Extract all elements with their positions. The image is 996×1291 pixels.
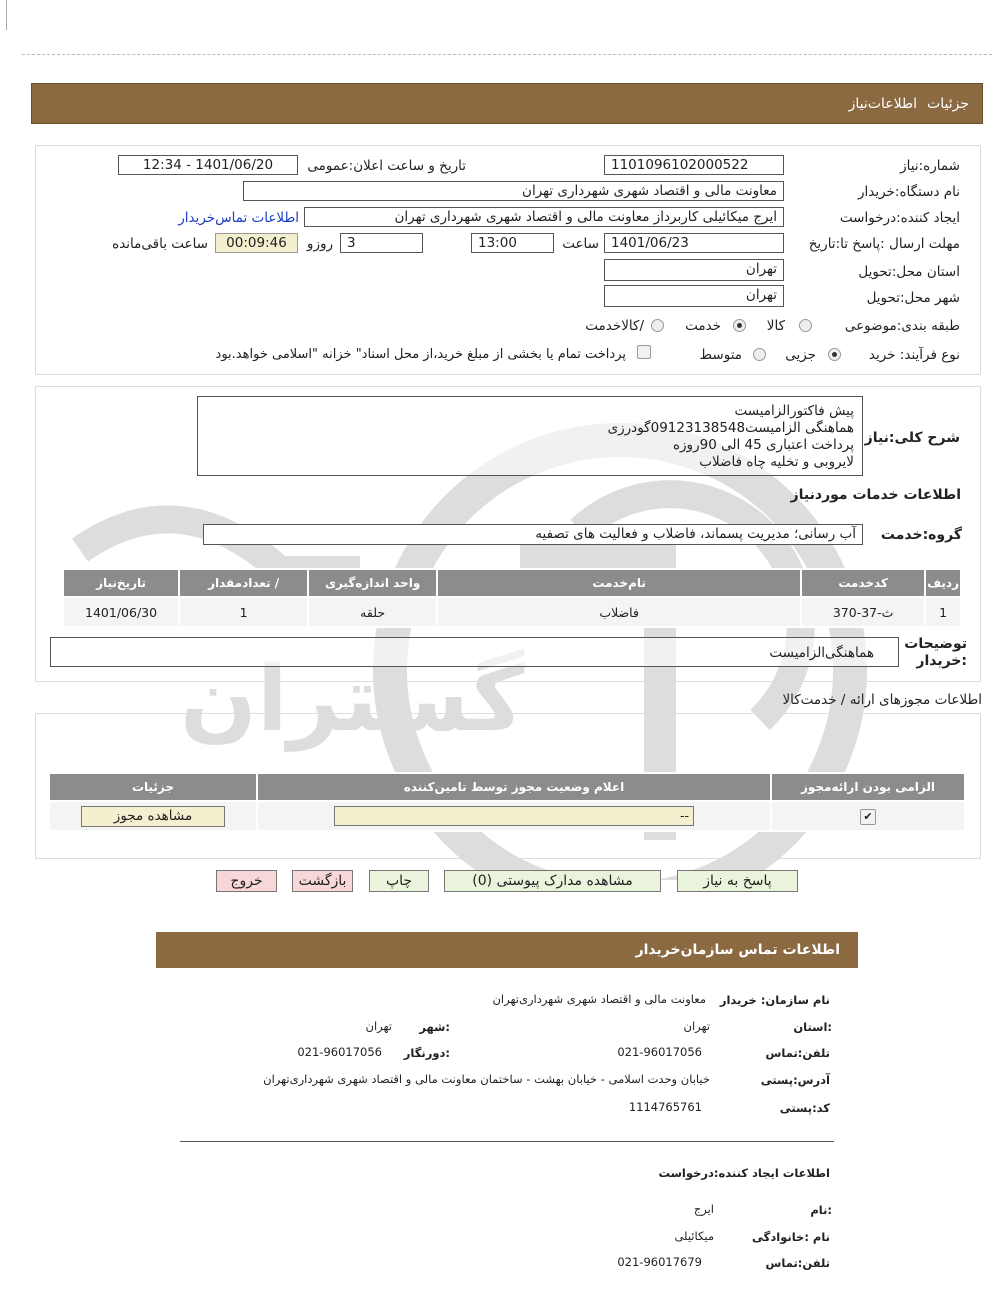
reply-button[interactable]: پاسخ به نیاز [677, 870, 798, 892]
category-option-service: خدمت [685, 318, 721, 334]
contact-city-value: تهران [365, 1019, 392, 1033]
contact-fax-value: 021-96017056 [297, 1045, 382, 1059]
description-label: شرح کلی:نیاز [864, 430, 960, 446]
cell-permit-required [771, 801, 965, 831]
deadline-time-field: 13:00 [471, 233, 554, 253]
buyer-org-label: نام دستگاه:خریدار [857, 184, 960, 200]
col-permit-status: اعلام وضعیت مجوز توسط تامین‌کننده [257, 773, 771, 801]
service-group-field: آب رسانی؛ مدیریت پسماند، فاضلاب و فعالیت های تصفیه [203, 524, 863, 545]
category-option-goods: کالا [766, 318, 785, 334]
cell-permit-details [49, 801, 257, 831]
category-radio-service[interactable] [733, 319, 746, 332]
province-label: استان محل:تحویل [858, 264, 960, 280]
exit-button[interactable]: خروج [216, 870, 277, 892]
contact-divider [180, 1141, 834, 1142]
contact-org-label: نام سازمان: خریدار [719, 993, 830, 1007]
process-option-medium: متوسط [699, 347, 742, 363]
permits-table [48, 772, 966, 832]
table-row [63, 597, 961, 627]
cell-need-date: 1401/06/30 [63, 597, 179, 627]
page-header [31, 83, 983, 124]
category-label: طبقه بندی:موضوعی [844, 318, 960, 334]
city-field: تهران [604, 285, 784, 307]
buyer-notes-box: هماهنگی‌الزامیست [50, 637, 899, 667]
remaining-timer: 00:09:46 [215, 233, 298, 253]
col-service-name: نام‌خدمت [437, 569, 801, 597]
description-line: پرداخت اعتباری 45 الی 90روزه [672, 437, 854, 453]
category-radio-goods-service[interactable] [651, 319, 664, 332]
tab-need-info[interactable]: اطلاعات‌نیاز [848, 96, 917, 112]
contact-address-value: خیابان وحدت اسلامی - خیابان بهشت - ساختمان معاونت مالی و اقتصاد شهری شهرداری‌تهران [263, 1072, 710, 1086]
permit-required-checkbox[interactable]: ✔ [860, 809, 876, 825]
view-permit-button[interactable]: مشاهده مجوز [81, 806, 225, 827]
col-need-date: تاریخ‌نیاز [63, 569, 179, 597]
need-number-label: شماره:نیاز [900, 158, 960, 174]
process-radio-medium[interactable] [753, 348, 766, 361]
days-field: 3 [340, 233, 423, 253]
buyer-contact-link[interactable]: اطلاعات تماس‌خریدار [178, 210, 299, 226]
category-radio-goods[interactable] [799, 319, 812, 332]
process-radio-minor[interactable] [828, 348, 841, 361]
creator-family-label: نام :خانوادگی [752, 1230, 830, 1244]
left-edge-line [6, 0, 7, 30]
treasury-checkbox[interactable] [637, 345, 651, 359]
contact-heading: اطلاعات تماس سازمان‌خریدار [635, 942, 840, 958]
col-service-code: کدخدمت [801, 569, 925, 597]
deadline-label: مهلت ارسال :پاسخ تا:تاریخ [808, 236, 960, 252]
cell-service-code: ث-37-370 [801, 597, 925, 627]
col-quantity: / تعدادمقدار [179, 569, 308, 597]
service-group-label: گروه:خدمت [880, 527, 962, 543]
description-box [197, 396, 863, 476]
creator-name-value: ایرج [693, 1202, 714, 1216]
announce-field: 1401/06/20 - 12:34 [118, 155, 298, 175]
creator-phone-label: تلفن:تماس [765, 1256, 830, 1270]
cell-row: 1 [925, 597, 961, 627]
creator-field: ایرج میکائیلی کاربرداز معاونت مالی و اقتصاد شهری شهرداری تهران [304, 207, 784, 227]
table-row [49, 801, 965, 831]
buyer-notes-label: توضیحات :خریدار [904, 636, 967, 669]
cell-quantity: 1 [179, 597, 308, 627]
city-label: شهر محل:تحویل [866, 290, 960, 306]
description-line: پیش فاکتورالزامیست [734, 403, 854, 419]
creator-family-value: میکائیلی [674, 1229, 714, 1243]
remaining-label: ساعت باقی‌مانده [112, 236, 208, 252]
watermark-text: گستران [180, 647, 525, 752]
contact-city-label: :شهر [419, 1020, 450, 1034]
tab-details[interactable]: جزئیات [927, 96, 969, 112]
contact-org-value: معاونت مالی و اقتصاد شهری شهرداری‌تهران [492, 992, 706, 1006]
contact-province-label: :استان [793, 1020, 832, 1034]
description-line: لایروبی و تخلیه چاه فاضلاب [699, 454, 854, 470]
days-label: روزو [306, 236, 333, 252]
description-line: هماهنگی الزامیست09123138548گودرزی [607, 420, 854, 436]
col-permit-required: الزامی بودن ارائه‌مجوز [771, 773, 965, 801]
cell-permit-status [257, 801, 771, 831]
col-unit: واحد اندازه‌گیری [308, 569, 437, 597]
col-permit-details: جزئیات [49, 773, 257, 801]
back-button[interactable]: بازگشت [292, 870, 353, 892]
creator-label: ایجاد کننده:درخواست [839, 210, 960, 226]
contact-phone-value: 021-96017056 [617, 1045, 702, 1059]
contact-province-value: تهران [683, 1019, 710, 1033]
contact-section-header [156, 932, 858, 968]
buyer-org-field: معاونت مالی و اقتصاد شهری شهرداری تهران [243, 181, 784, 201]
creator-phone-value: 021-96017679 [617, 1255, 702, 1269]
process-option-minor: جزیی [785, 347, 816, 363]
service-table [62, 568, 962, 628]
contact-postal-label: کد:پستی [779, 1101, 830, 1115]
province-field: تهران [604, 259, 784, 281]
process-label: نوع فرآیند: خرید [868, 347, 960, 363]
creator-info-heading: اطلاعات ایجاد کننده:درخواست [658, 1166, 830, 1180]
permits-title: اطلاعات مجوزهای ارائه / خدمت‌کالا [782, 692, 982, 708]
contact-phone-label: تلفن:تماس [765, 1046, 830, 1060]
need-number-field: 1101096102000522 [604, 155, 784, 175]
contact-postal-value: 1114765761 [628, 1100, 702, 1114]
cell-unit: حلقه [308, 597, 437, 627]
view-attachments-button[interactable]: مشاهده مدارک پیوستی (0) [444, 870, 661, 892]
print-button[interactable]: چاپ [369, 870, 429, 892]
announce-label: تاریخ و ساعت اعلان:عمومی [307, 158, 466, 174]
cell-service-name: فاضلاب [437, 597, 801, 627]
col-row: ردیف [925, 569, 961, 597]
deadline-time-label: ساعت [562, 236, 599, 252]
category-option-goods-service: /کالاخدمت [585, 318, 644, 334]
contact-address-label: آدرس:پستی [760, 1073, 830, 1087]
payment-note: پرداخت تمام یا بخشی از مبلغ خرید،از محل اسناد" خزانه "اسلامی خواهد.بود [215, 347, 626, 362]
permit-status-field: -- [334, 806, 694, 826]
deadline-date-field: 1401/06/23 [604, 233, 784, 253]
contact-fax-label: :دورنگار [403, 1046, 450, 1060]
creator-name-label: :نام [810, 1203, 832, 1217]
services-heading: اطلاعات خدمات مورد‌نیاز [790, 487, 961, 503]
need-form-panel [35, 145, 981, 375]
top-divider [22, 54, 992, 55]
